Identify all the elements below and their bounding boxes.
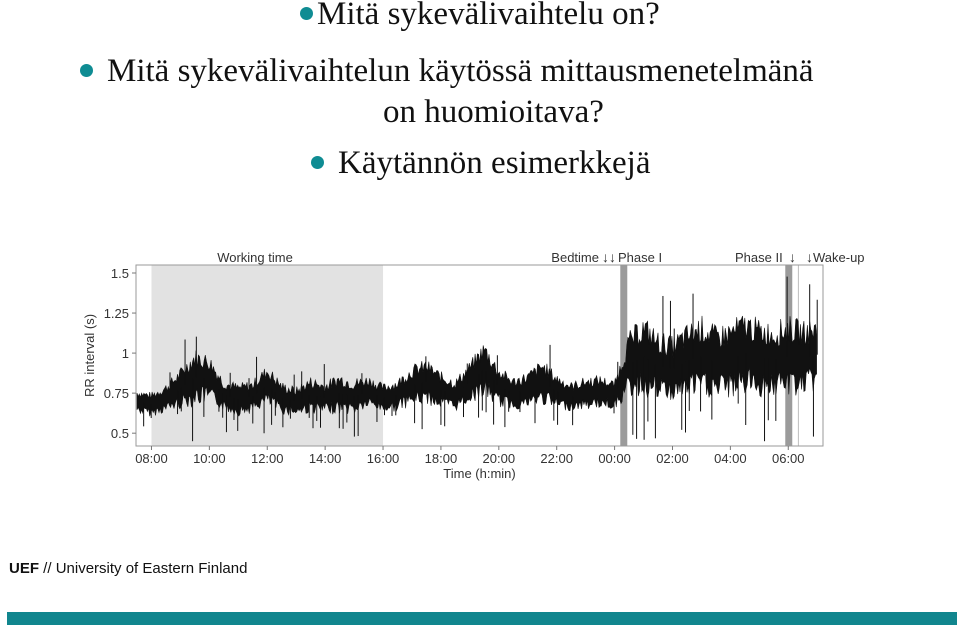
x-tick-label: 04:00 [714, 451, 747, 466]
bullet-1 [300, 0, 660, 32]
bedtime-label: Bedtime [551, 250, 599, 265]
y-tick-label: 0.75 [103, 386, 129, 402]
bullet-dot-icon [80, 64, 93, 77]
working-time-band [151, 265, 383, 446]
x-tick-label: 00:00 [598, 451, 631, 466]
down-arrow-icon: ↓↓ [602, 249, 616, 265]
down-arrow-icon: ↓ [806, 249, 813, 265]
y-tick-label: 1.5 [110, 266, 129, 282]
bullet-dot-icon [300, 7, 313, 20]
x-axis-title: Time (h:min) [443, 466, 516, 481]
working-time-shading [151, 265, 383, 446]
y-tick-label: 1.25 [103, 306, 129, 322]
x-tick-label: 18:00 [424, 451, 458, 466]
x-tick-label: 10:00 [193, 451, 226, 466]
bullet-2-continuation: on huomioitava? [383, 94, 604, 130]
wake-up-label: Wake-up [813, 250, 865, 265]
working-time-label: Working time [217, 250, 293, 265]
x-tick-label: 06:00 [771, 451, 805, 466]
chart-svg [72, 232, 887, 537]
y-tick-label: 0.5 [110, 426, 129, 442]
y-axis-title: RR interval (s) [82, 313, 97, 398]
x-tick-label: 20:00 [482, 451, 516, 466]
footer [9, 560, 247, 577]
bullet-2 [80, 53, 814, 89]
x-tick-label: 16:00 [366, 451, 400, 466]
phase-2-label: Phase II [735, 250, 783, 265]
phase-1-label: Phase I [618, 250, 663, 265]
bullet-1-text: Mitä sykevälivaihtelu on? [317, 0, 660, 32]
bullet-3-text: Käytännön esimerkkejä [338, 145, 651, 181]
x-tick-label: 12:00 [250, 451, 284, 466]
bullet-3 [311, 145, 650, 181]
rr-interval-chart [72, 232, 887, 537]
x-tick-label: 14:00 [308, 451, 342, 466]
footer-brand: UEF [9, 560, 39, 577]
x-tick-label: 22:00 [540, 451, 573, 466]
x-tick-label: 08:00 [135, 451, 168, 466]
bullet-dot-icon [311, 156, 324, 169]
footer-separator: // [43, 560, 52, 577]
bullet-2-text: Mitä sykevälivaihtelun käytössä mittausmenetelmänä [107, 53, 814, 89]
footer-accent-bar [7, 612, 957, 625]
x-tick-label: 02:00 [656, 451, 689, 466]
down-arrow-icon: ↓ [789, 249, 796, 265]
y-tick-label: 1 [121, 346, 129, 362]
footer-org: University of Eastern Finland [55, 560, 248, 577]
